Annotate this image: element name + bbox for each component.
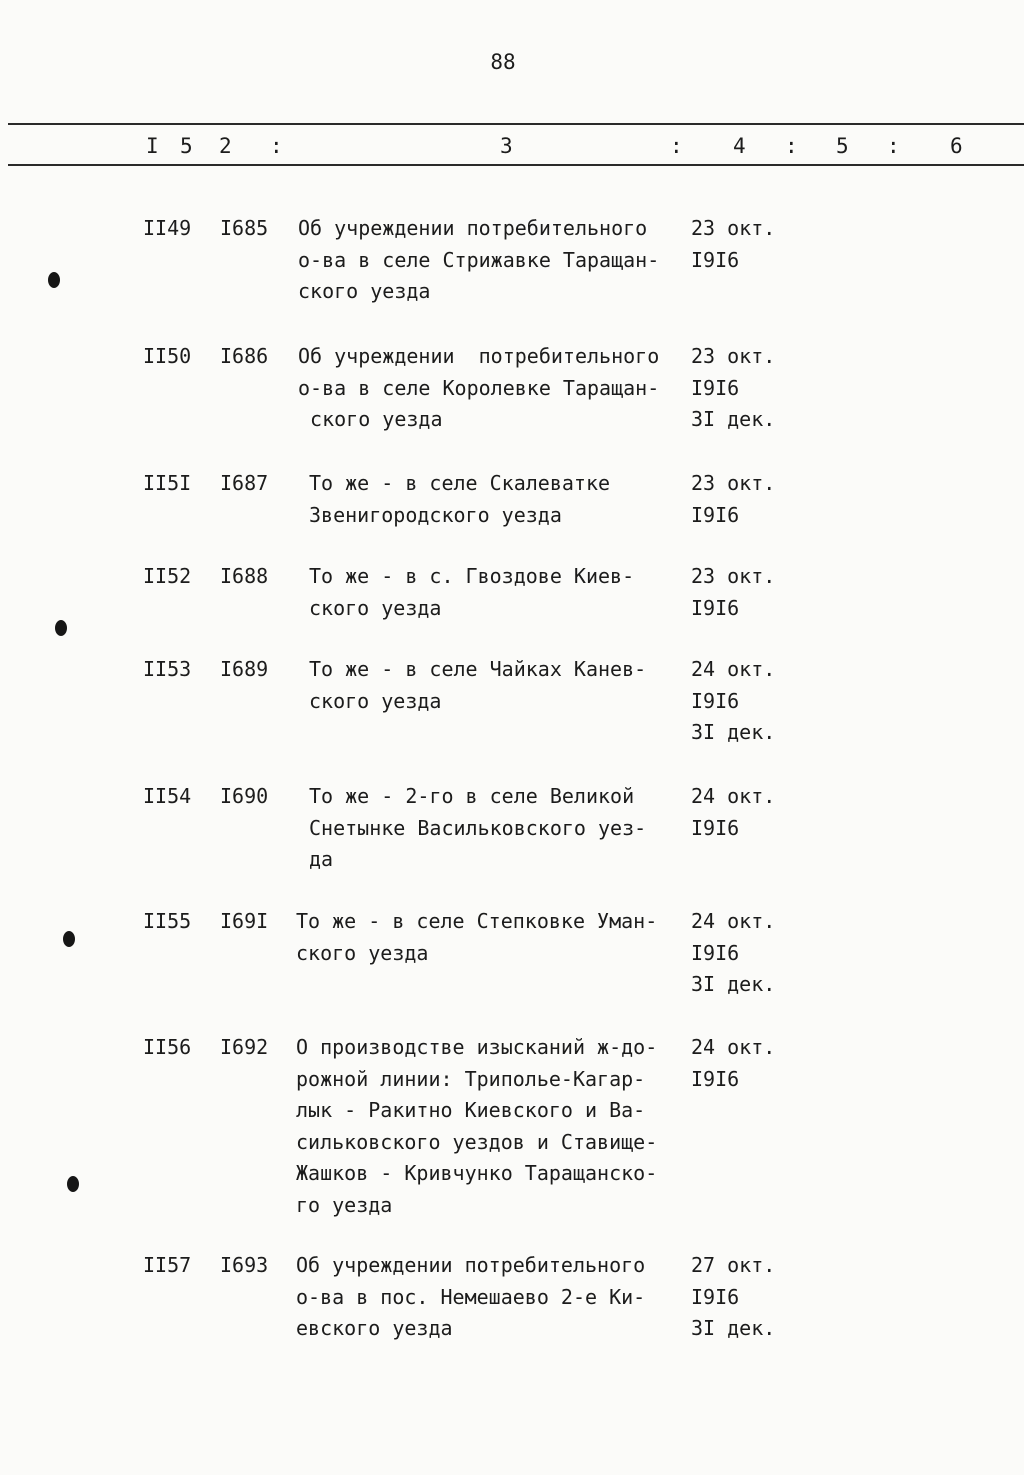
- punch-hole: [67, 1176, 79, 1192]
- title-line: То же - в селе Чайках Канев-: [309, 657, 647, 681]
- title-line: о-ва в селе Королевке Таращан-: [298, 375, 660, 400]
- title-line: ского уезда: [298, 407, 443, 431]
- title-line: сильковского уездов и Ставище-: [296, 1129, 658, 1154]
- date-line: 3I дек.: [691, 1316, 776, 1340]
- file-title: [296, 906, 696, 969]
- date-line: 24 окт.: [691, 657, 776, 681]
- header-col4: 4: [733, 134, 746, 158]
- title-line: ского уезда: [296, 940, 429, 965]
- date-line: 24 окт.: [691, 784, 776, 808]
- file-title: [309, 468, 709, 531]
- date-line: 24 окт.: [691, 909, 776, 933]
- title-line: евского уезда: [296, 1316, 453, 1340]
- title-line: О производстве изысканий ж-до-: [296, 1035, 658, 1059]
- title-line: Жашков - Кривчунко Таращанско-: [296, 1161, 658, 1185]
- file-title: [309, 654, 709, 717]
- file-title: [296, 1250, 696, 1345]
- title-line: Об учреждении потребительного: [296, 1253, 646, 1277]
- date-line: I9I6: [691, 502, 740, 527]
- row-number: II52: [143, 564, 192, 588]
- header-sep2: :: [270, 134, 283, 158]
- header-col3: 3: [500, 134, 513, 158]
- title-line: ского уезда: [309, 595, 442, 620]
- header-sep3: :: [670, 134, 683, 158]
- file-number: I688: [220, 564, 269, 588]
- title-line: рожной линии: Триполье-Кагар-: [296, 1066, 646, 1091]
- row-number: II5I: [143, 471, 192, 495]
- file-dates: [691, 468, 801, 531]
- file-dates: [691, 781, 801, 844]
- file-title: [309, 561, 709, 624]
- file-dates: [691, 1032, 801, 1095]
- date-line: I9I6: [691, 375, 740, 400]
- title-line: То же - в селе Степковке Уман-: [296, 909, 658, 933]
- row-number: II54: [143, 784, 192, 808]
- date-line: 3I дек.: [691, 972, 776, 996]
- page-number: 88: [490, 50, 516, 74]
- header-col5: 5: [836, 134, 849, 158]
- title-line: о-ва в пос. Немешаево 2-е Ки-: [296, 1284, 646, 1309]
- file-number: I69I: [220, 909, 269, 933]
- header-sep4: :: [785, 134, 798, 158]
- header-sep5: :: [887, 134, 900, 158]
- date-line: I9I6: [691, 595, 740, 620]
- title-line: То же - в с. Гвоздове Киев-: [309, 564, 635, 588]
- title-line: ского уезда: [309, 688, 442, 713]
- title-line: ского уезда: [298, 279, 431, 303]
- title-line: Об учреждении потребительного: [298, 216, 648, 240]
- file-dates: [691, 654, 801, 749]
- title-line: да: [309, 847, 334, 871]
- row-number: II55: [143, 909, 192, 933]
- row-number: II50: [143, 344, 192, 368]
- date-line: I9I6: [691, 688, 740, 713]
- file-number: I687: [220, 471, 269, 495]
- row-number: II57: [143, 1253, 192, 1277]
- punch-hole: [63, 931, 75, 947]
- punch-hole: [48, 272, 60, 288]
- date-line: 23 окт.: [691, 216, 776, 240]
- file-title: [298, 213, 698, 308]
- date-line: I9I6: [691, 1066, 740, 1091]
- date-line: 23 окт.: [691, 564, 776, 588]
- header-col6: 6: [950, 134, 963, 158]
- date-line: I9I6: [691, 815, 740, 840]
- file-title: [296, 1032, 696, 1221]
- file-dates: [691, 561, 801, 624]
- header-col1: I: [146, 134, 159, 158]
- date-line: I9I6: [691, 940, 740, 965]
- date-line: I9I6: [691, 1284, 740, 1309]
- file-dates: [691, 341, 801, 436]
- row-number: II53: [143, 657, 192, 681]
- title-line: о-ва в селе Стрижавке Таращан-: [298, 247, 660, 272]
- date-line: 3I дек.: [691, 720, 776, 744]
- row-number: II49: [143, 216, 192, 240]
- title-line: Звенигородского уезда: [309, 502, 562, 527]
- file-number: I689: [220, 657, 269, 681]
- row-number: II56: [143, 1035, 192, 1059]
- file-number: I692: [220, 1035, 269, 1059]
- header-sep1: 5: [180, 134, 193, 158]
- date-line: 24 окт.: [691, 1035, 776, 1059]
- date-line: 3I дек.: [691, 407, 776, 431]
- file-dates: [691, 1250, 801, 1345]
- title-line: То же - 2-го в селе Великой: [309, 784, 635, 808]
- header-rule-top: [8, 123, 1024, 125]
- file-number: I686: [220, 344, 269, 368]
- date-line: 27 окт.: [691, 1253, 776, 1277]
- file-dates: [691, 906, 801, 1001]
- file-title: [298, 341, 698, 436]
- file-number: I693: [220, 1253, 269, 1277]
- date-line: 23 окт.: [691, 344, 776, 368]
- file-number: I690: [220, 784, 269, 808]
- header-rule-bottom: [8, 164, 1024, 166]
- file-dates: [691, 213, 801, 276]
- date-line: I9I6: [691, 247, 740, 272]
- file-title: [309, 781, 709, 876]
- title-line: Об учреждении потребительного: [298, 344, 660, 368]
- title-line: То же - в селе Скалеватке: [309, 471, 611, 495]
- date-line: 23 окт.: [691, 471, 776, 495]
- title-line: го уезда: [296, 1192, 393, 1217]
- punch-hole: [55, 620, 67, 636]
- title-line: лык - Ракитно Киевского и Ва-: [296, 1098, 646, 1122]
- file-number: I685: [220, 216, 269, 240]
- header-col2: 2: [219, 134, 232, 158]
- title-line: Снетынке Васильковского уез-: [309, 815, 647, 840]
